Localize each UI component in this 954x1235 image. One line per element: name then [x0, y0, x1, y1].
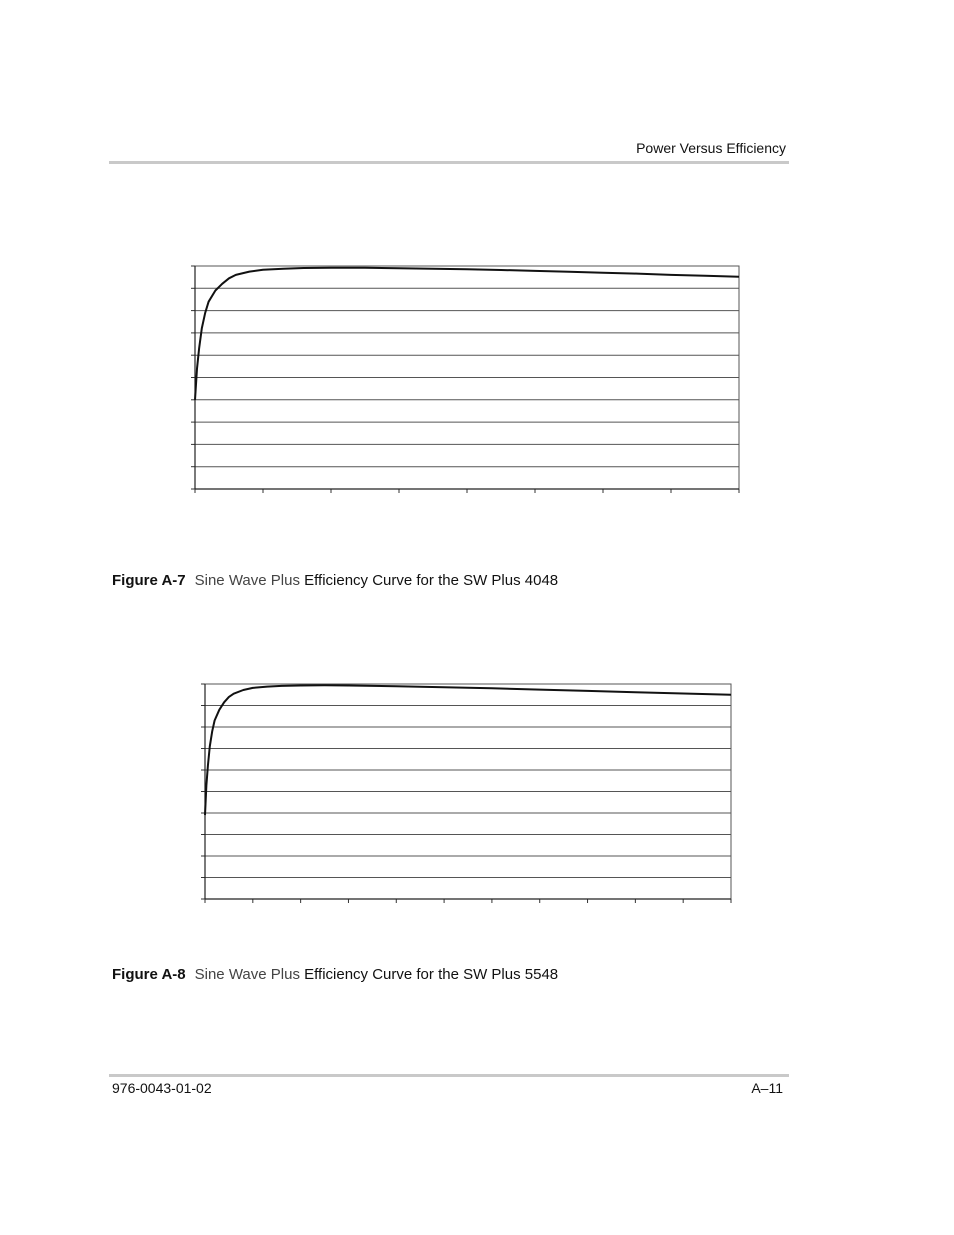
- footer-doc-number: 976-0043-01-02: [112, 1080, 212, 1096]
- efficiency-chart-4048: [190, 262, 742, 494]
- figure-label: Figure A-7: [112, 572, 186, 589]
- footer-rule: [109, 1074, 789, 1077]
- figure-caption-a7: [112, 572, 558, 589]
- efficiency-series-line: [205, 685, 731, 815]
- header-section-title: Power Versus Efficiency: [636, 140, 786, 156]
- caption-product: Sine Wave Plus: [194, 966, 300, 983]
- header-rule: [109, 161, 789, 164]
- figure-label: Figure A-8: [112, 966, 186, 983]
- footer-page-number: A–11: [751, 1080, 783, 1096]
- efficiency-chart-5548: [200, 680, 734, 904]
- caption-text: Efficiency Curve for the SW Plus 5548: [304, 966, 559, 983]
- caption-product: Sine Wave Plus: [194, 572, 300, 589]
- figure-caption-a8: [112, 966, 558, 983]
- caption-text: Efficiency Curve for the SW Plus 4048: [304, 572, 559, 589]
- efficiency-series-line: [195, 268, 739, 400]
